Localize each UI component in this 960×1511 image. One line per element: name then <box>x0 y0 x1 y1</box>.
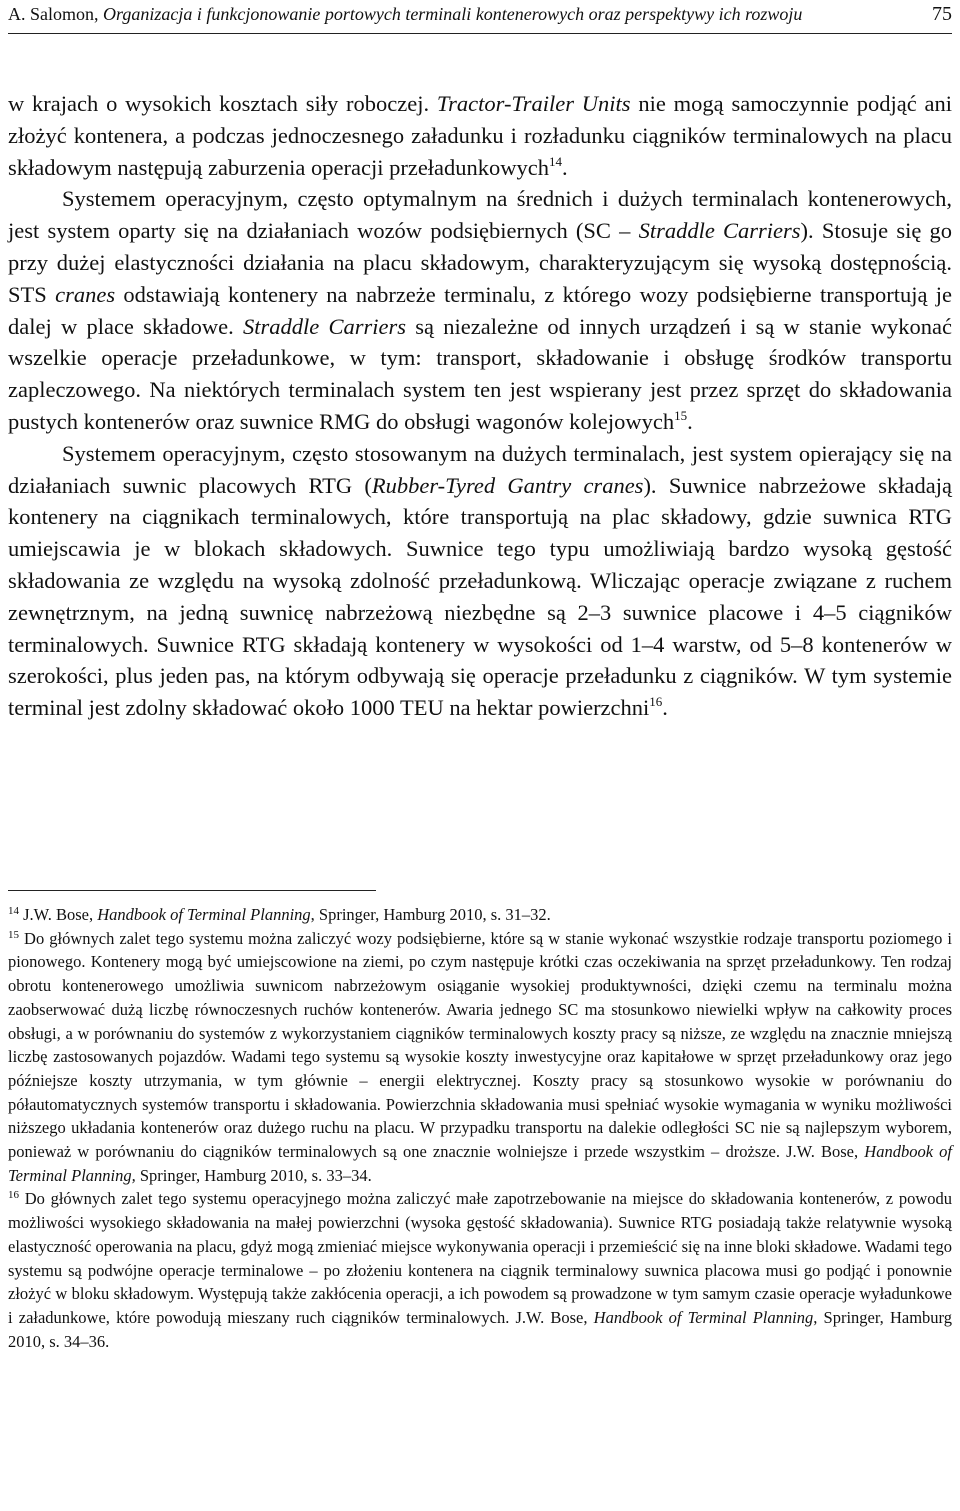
footnote-14 <box>8 903 952 927</box>
page-number: 75 <box>932 3 952 25</box>
footnote-rule <box>8 890 376 891</box>
footnote-number: 16 <box>8 1189 19 1202</box>
text-run: ). Suwnice nabrzeżowe składają kontenery na ciągnikach terminalowych, które transportują na plac składowy, gdzie suwnica RTG umiejscawia je w blokach składowych. Suwnice tego typu umożliwiają bardzo wysoką gęstość składowania ze względu na wysoką zdolność przeładunkową. Wliczając operacje związane z ruchem zewnętrznym, na jedną suwnicę nabrzeżową niezbędne są 2–3 suwnice placowe i 4–5 ciągników terminalowych. Suwnice RTG składają kontenery w wysokości od 1–4 warstw, od 5–8 kontenerów w szerokości, plus jeden pas, na którym odbywają się operacje przeładunku z ciągników. W tym systemie terminal jest zdolny składować około 1000 TEU na hektar powierzchni <box>8 472 953 721</box>
footnote-16 <box>8 1187 952 1353</box>
document-page <box>8 0 952 1511</box>
footnote-text: , Springer, Hamburg 2010, s. 31–32. <box>310 905 551 924</box>
text-run: . <box>662 695 668 721</box>
footnote-number: 14 <box>8 905 19 917</box>
text-run: . <box>562 154 568 180</box>
italic-term: Tractor-Trailer Units <box>436 91 631 116</box>
footnote-15 <box>8 927 952 1188</box>
footnote-text: Do głównych zalet tego systemu operacyjnego można zaliczyć małe zapotrzebowanie na miejsce do składowania kontenerów, z powodu możliwości wysokiego składowania na małej powierzchni (wysoka gęstość składowania). Suwnice RTG posiadają także relatywnie wysoką elastyczność operowania na placu, gdyż mogą zmieniać miejsce wykonywania operacji i przemieścić się na inne bloki składowe. Wadami tego systemu są podwójne operacje terminalowe – po złożeniu kontenera na ciągnik terminalowy suwnica placowa musi go podjąć i ponownie złożyć w bloku składowym. Występują także zakłócenia operacji, a ich powodem są prowadzone w tym samym czasie operacje wyładunkowe i załadunkowe, które powodują mieszany ruch ciągników terminalowych. J.W. Bose, <box>8 1189 952 1327</box>
text-run: Systemem operacyjnym, często optymalnym na średnich i dużych terminalach kontenerowych, jest system oparty się na działaniach wozów podsiębiernych (SC – <box>8 186 952 244</box>
citation-title: Handbook of Terminal Planning <box>97 905 311 924</box>
text-run: ). Stosuje się go przy dużej elastyczności działania na placu składowym, charakteryzującym się wysoką dostępnością. STS <box>8 218 953 307</box>
footnote-text: J.W. Bose, <box>19 905 98 924</box>
text-run: w krajach o wysokich kosztach siły roboczej. <box>8 91 437 116</box>
italic-term: cranes <box>55 281 116 307</box>
footnote-ref-16[interactable]: 16 <box>649 694 663 710</box>
footnote-ref-14[interactable]: 14 <box>549 153 563 169</box>
text-run: są niezależne od innych urządzeń i są w stanie wykonać wszelkie operacje przeładunkowe, w tym: transport, składowanie i obsługę środków transportu zapleczowego. Na niektórych terminalach system ten jest wspierany jest przez sprzęt do składowania pustych kontenerów oraz suwnice RMG do obsługi wagonów kolejowych <box>8 313 952 434</box>
citation-title: Handbook of Terminal Planning <box>593 1307 814 1327</box>
header-title: Organizacja i funkcjonowanie portowych terminali kontenerowych oraz perspektywy ich rozwoju <box>103 4 803 24</box>
italic-term: Rubber-Tyred Gantry cranes <box>371 472 644 498</box>
footnote-ref-15[interactable]: 15 <box>674 407 688 423</box>
header-author: A. Salomon, <box>8 4 104 24</box>
text-run: odstawiają kontenery na nabrzeże terminalu, z którego wozy podsiębierne transportują je dalej w place składowe. <box>8 281 953 339</box>
footnote-number: 15 <box>8 928 19 941</box>
footnote-text: Springer, Hamburg 2010, s. 33–34. <box>135 1165 372 1185</box>
footnote-text: , Springer, Hamburg 2010, s. 34–36. <box>8 1307 952 1351</box>
running-header <box>8 2 952 26</box>
header-rule <box>8 33 952 34</box>
paragraph-2 <box>8 183 952 437</box>
paragraph-1 <box>8 88 952 183</box>
text-run: nie mogą samoczynnie podjąć ani złożyć kontenera, a podczas jednoczesnego załadunku i rozładunku ciągników terminalowych na placu składowym następują zaburzenia operacji przeładunkowych <box>8 91 952 180</box>
footnote-text: Do głównych zalet tego systemu można zaliczyć wozy podsiębierne, które są w stanie wykonać wszystkie rodzaje transportu poziomego i pionowego. Kontenery mogą być umiejscowione na ziemi, po czym następuje krótki czas oczekiwania na sprzęt przeładunkowy. Ten rodzaj obrotu kontenerowego umożliwia suwnicom nabrzeżowym osiąganie wysokiej produktywności, dzięki czemu na terminalu można zaobserwować dużą liczbę równoczesnych ruchów kontenerów. Awaria jednego SC ma stosunkowo niewielki wpływ na całkowity proces obsługi, a w porównaniu do systemów z wykorzystaniem ciągników terminalowych koszty pracy są niższe, ze względu na znacznie mniejszą liczbę zastosowanych pojazdów. Wadami tego systemu są wysokie koszty inwestycyjne oraz kapitałowe w sprzęt przeładunkowy oraz jego późniejsze koszty utrzymania, w tym głównie – energii elektrycznej. Koszty pracy są stosunkowo wysokie w porównaniu do półautomatycznych systemów transportu i składowania. Powierzchnia składowania musi spełniać wysokie wymagania w wyniku możliwości niższego układania kontenerów oraz dużego ruchu na placu. W przypadku transportu na dalekie odległości SC nie są najlepszym wyborem, ponieważ w porównaniu do ciągników terminalowych są one znacznie wolniejsze i przede wszystkim – droższe. J.W. Bose, <box>8 928 952 1162</box>
main-text <box>8 88 952 724</box>
text-run: . <box>687 408 693 434</box>
text-run: Systemem operacyjnym, często stosowanym na dużych terminalach, jest system opierający się na działaniach suwnic placowych RTG ( <box>8 440 952 498</box>
citation-title: Handbook of Terminal Planning, <box>8 1142 953 1185</box>
footnotes <box>8 903 952 1353</box>
paragraph-3 <box>8 438 952 724</box>
italic-term: Straddle Carriers <box>638 218 801 244</box>
italic-term: Straddle Carriers <box>243 313 407 339</box>
